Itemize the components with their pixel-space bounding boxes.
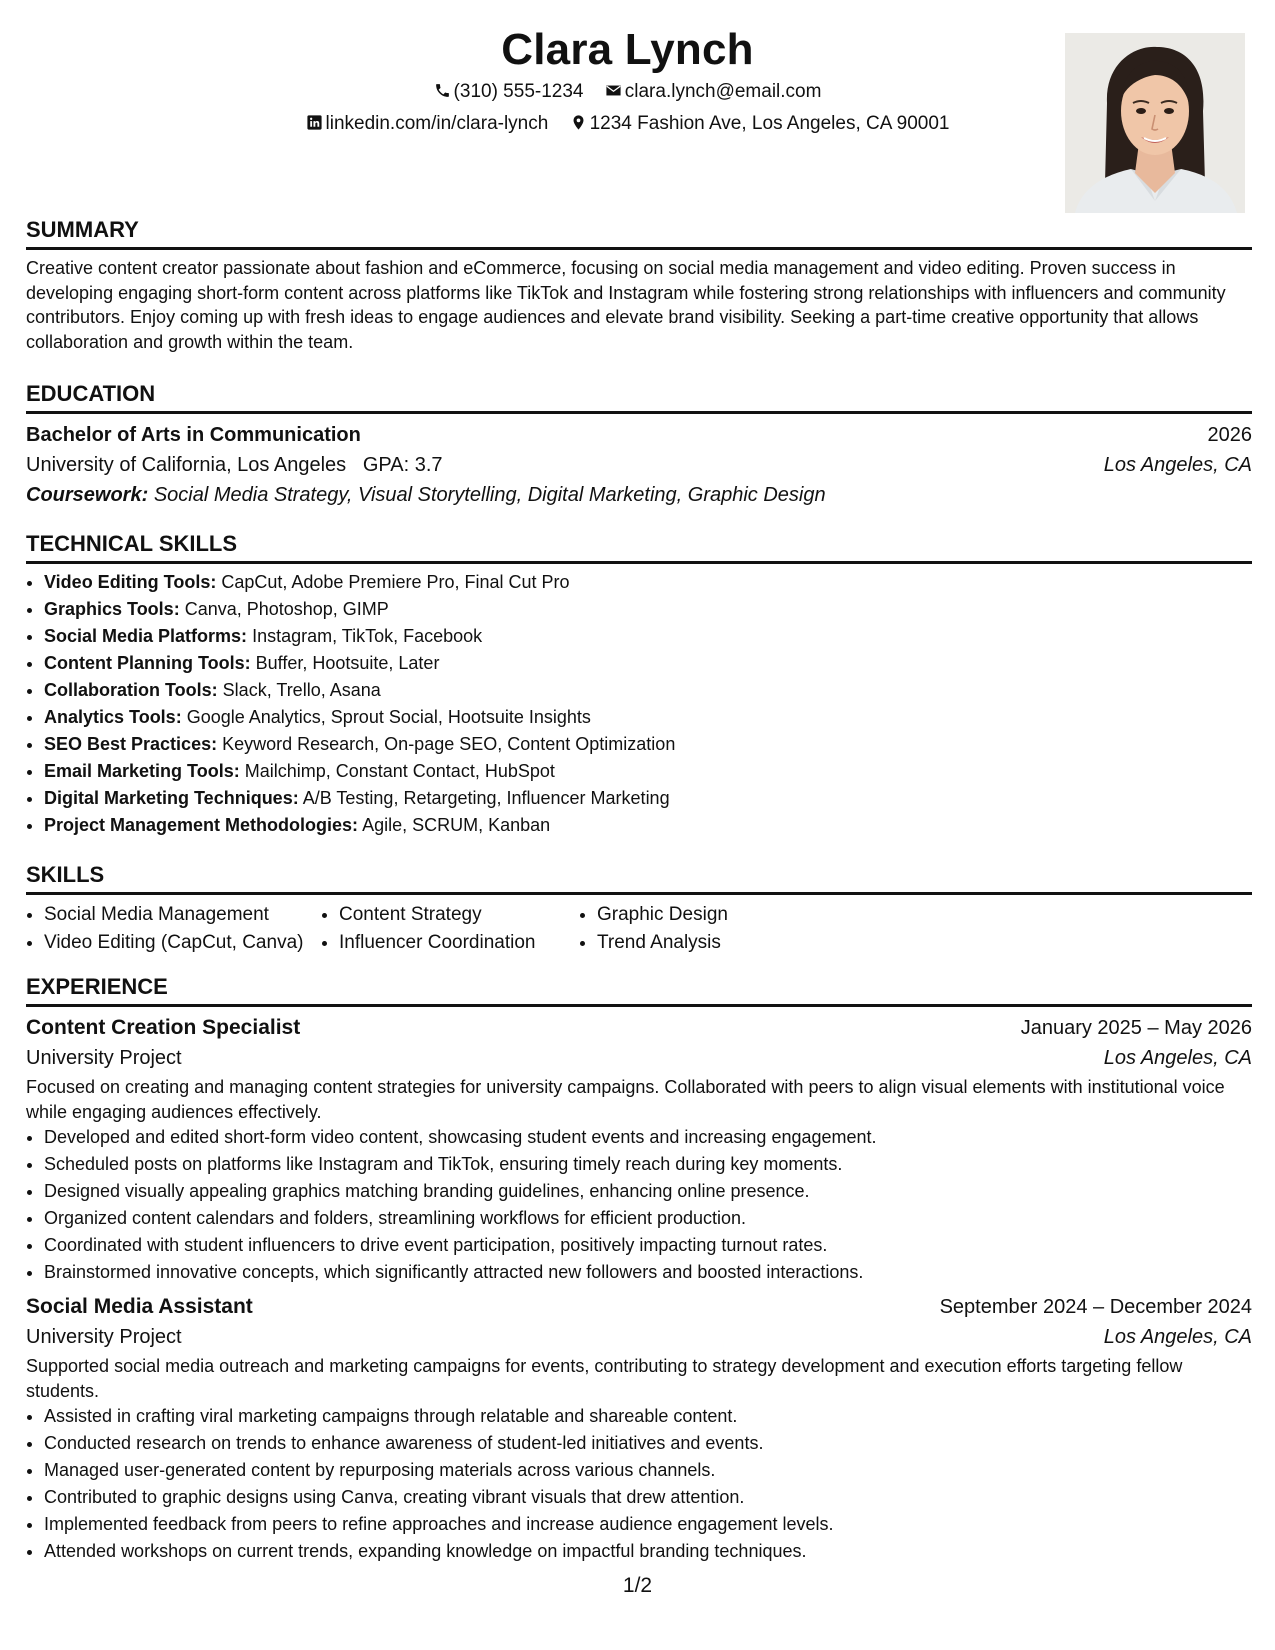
section-title-technical-skills: TECHNICAL SKILLS <box>26 530 1252 564</box>
list-item: • Brainstormed innovative concepts, which significantly attracted new followers and boosted interactions. <box>44 1259 1252 1286</box>
skill-values: CapCut, Adobe Premiere Pro, Final Cut Pro <box>221 572 570 592</box>
skill-values: Keyword Research, On-page SEO, Content Optimization <box>222 734 676 754</box>
list-item <box>44 677 1252 704</box>
skill-values: Mailchimp, Constant Contact, HubSpot <box>244 761 555 781</box>
list-item <box>44 785 1252 812</box>
address-text: 1234 Fashion Ave, Los Angeles, CA 90001 <box>589 113 950 134</box>
list-item: • Trend Analysis <box>597 929 797 957</box>
email-contact[interactable] <box>605 79 822 105</box>
list-item: • Video Editing (CapCut, Canva) <box>44 929 321 957</box>
skills-column <box>579 901 797 957</box>
email-text: clara.lynch@email.com <box>624 81 822 102</box>
map-pin-icon <box>570 114 587 131</box>
list-item: • Developed and edited short-form video content, showcasing student events and increasing engagement. <box>44 1124 1252 1151</box>
portrait-image <box>1065 33 1245 213</box>
skills-section <box>26 861 1252 957</box>
skill-category: Graphics Tools: <box>44 599 180 619</box>
education-section <box>26 380 1252 510</box>
list-item <box>44 569 1252 596</box>
list-item: • Organized content calendars and folders, streamlining workflows for efficient production. <box>44 1205 1252 1232</box>
skill-category: SEO Best Practices: <box>44 734 218 754</box>
school-name: University of California, Los Angeles <box>26 454 347 476</box>
coursework-line <box>26 480 826 510</box>
job-role: Social Media Assistant <box>26 1295 253 1318</box>
gpa: GPA: 3.7 <box>362 454 443 476</box>
job-entry <box>26 1292 1252 1565</box>
list-item: • Graphic Design <box>597 901 797 929</box>
technical-skills-section <box>26 530 1252 839</box>
section-title-education: EDUCATION <box>26 380 1252 414</box>
skill-values: Slack, Trello, Asana <box>222 680 381 700</box>
page-number: 1/2 <box>622 1574 653 1597</box>
skill-values: Instagram, TikTok, Facebook <box>252 626 483 646</box>
graduation-year: 2026 <box>1207 424 1252 446</box>
job-org: University Project <box>26 1047 182 1069</box>
skills-column <box>321 901 579 957</box>
skill-category: Project Management Methodologies: <box>44 815 359 835</box>
job-location: Los Angeles, CA <box>1103 1326 1252 1348</box>
skill-values: Agile, SCRUM, Kanban <box>362 815 551 835</box>
address-contact <box>570 111 950 137</box>
school-line <box>26 450 443 480</box>
skill-values: Canva, Photoshop, GIMP <box>184 599 389 619</box>
experience-section <box>26 973 1252 1565</box>
list-item <box>44 758 1252 785</box>
skills-column <box>26 901 321 957</box>
skill-values: Google Analytics, Sprout Social, Hootsuite Insights <box>186 707 591 727</box>
skill-category: Analytics Tools: <box>44 707 182 727</box>
list-item: • Social Media Management <box>44 901 321 929</box>
list-item: • Coordinated with student influencers to drive event participation, positively impacting turnout rates. <box>44 1232 1252 1259</box>
job-dates: January 2025 – May 2026 <box>1020 1017 1252 1039</box>
list-item: • Assisted in crafting viral marketing campaigns through relatable and shareable content. <box>44 1403 1252 1430</box>
list-item <box>44 650 1252 677</box>
list-item: • Conducted research on trends to enhance awareness of student-led initiatives and events. <box>44 1430 1252 1457</box>
linkedin-text: linkedin.com/in/clara-lynch <box>325 113 549 134</box>
phone-text: (310) 555-1234 <box>453 81 584 102</box>
skill-category: Email Marketing Tools: <box>44 761 240 781</box>
list-item: • Scheduled posts on platforms like Instagram and TikTok, ensuring timely reach during key moments. <box>44 1151 1252 1178</box>
skill-values: A/B Testing, Retargeting, Influencer Marketing <box>302 788 670 808</box>
list-item: • Contributed to graphic designs using Canva, creating vibrant visuals that drew attention. <box>44 1484 1252 1511</box>
list-item <box>44 812 1252 839</box>
skill-category: Content Planning Tools: <box>44 653 251 673</box>
section-title-experience: EXPERIENCE <box>26 973 1252 1007</box>
section-title-summary: SUMMARY <box>26 216 1252 250</box>
list-item <box>44 623 1252 650</box>
job-location: Los Angeles, CA <box>1103 1047 1252 1069</box>
summary-section <box>26 216 1252 354</box>
section-title-skills: SKILLS <box>26 861 1252 895</box>
job-entry <box>26 1013 1252 1286</box>
job-bullets <box>26 1124 1252 1286</box>
list-item: • Managed user-generated content by repurposing materials across various channels. <box>44 1457 1252 1484</box>
list-item: • Attended workshops on current trends, expanding knowledge on impactful branding techniques. <box>44 1538 1252 1565</box>
list-item: • Influencer Coordination <box>339 929 579 957</box>
technical-skills-list <box>26 569 1252 839</box>
skill-category: Video Editing Tools: <box>44 572 217 592</box>
list-item: • Implemented feedback from peers to refine approaches and increase audience engagement levels. <box>44 1511 1252 1538</box>
linkedin-icon <box>306 114 323 131</box>
list-item: • Designed visually appealing graphics matching branding guidelines, enhancing online presence. <box>44 1178 1252 1205</box>
list-item: • Content Strategy <box>339 901 579 929</box>
degree: Bachelor of Arts in Communication <box>26 424 361 446</box>
job-summary: Focused on creating and managing content strategies for university campaigns. Collaborated with peers to align visual elements with institutional voice while engaging audiences effectively. <box>26 1077 1225 1122</box>
skill-category: Social Media Platforms: <box>44 626 248 646</box>
summary-text: Creative content creator passionate about fashion and eCommerce, focusing on social media management and video editing. Proven success in developing engaging short-form content across platforms like TikTok and Instagram while fostering strong relationships with influencers and community contributors. Enjoy coming up with fresh ideas to engage audiences and elevate brand visibility. Seeking a part-time creative opportunity that allows collaboration and growth within the team. <box>26 258 1226 352</box>
envelope-icon <box>605 82 622 99</box>
phone-contact[interactable] <box>434 79 584 105</box>
coursework-label: Coursework: <box>26 484 149 506</box>
job-org: University Project <box>26 1326 182 1348</box>
skill-category: Collaboration Tools: <box>44 680 218 700</box>
skills-grid <box>26 901 1252 957</box>
phone-icon <box>434 82 451 99</box>
list-item <box>44 596 1252 623</box>
list-item <box>44 704 1252 731</box>
coursework-list: Social Media Strategy, Visual Storytelling, Digital Marketing, Graphic Design <box>153 484 826 506</box>
list-item <box>44 731 1252 758</box>
skill-values: Buffer, Hootsuite, Later <box>255 653 440 673</box>
job-bullets <box>26 1403 1252 1565</box>
job-dates: September 2024 – December 2024 <box>939 1296 1252 1318</box>
linkedin-contact[interactable] <box>306 111 549 137</box>
profile-photo <box>1065 33 1245 213</box>
job-summary: Supported social media outreach and marketing campaigns for events, contributing to strategy development and execution efforts targeting fellow students. <box>26 1356 1183 1401</box>
job-role: Content Creation Specialist <box>26 1016 301 1039</box>
skill-category: Digital Marketing Techniques: <box>44 788 299 808</box>
candidate-name: Clara Lynch <box>501 25 754 74</box>
education-location: Los Angeles, CA <box>1103 454 1252 476</box>
